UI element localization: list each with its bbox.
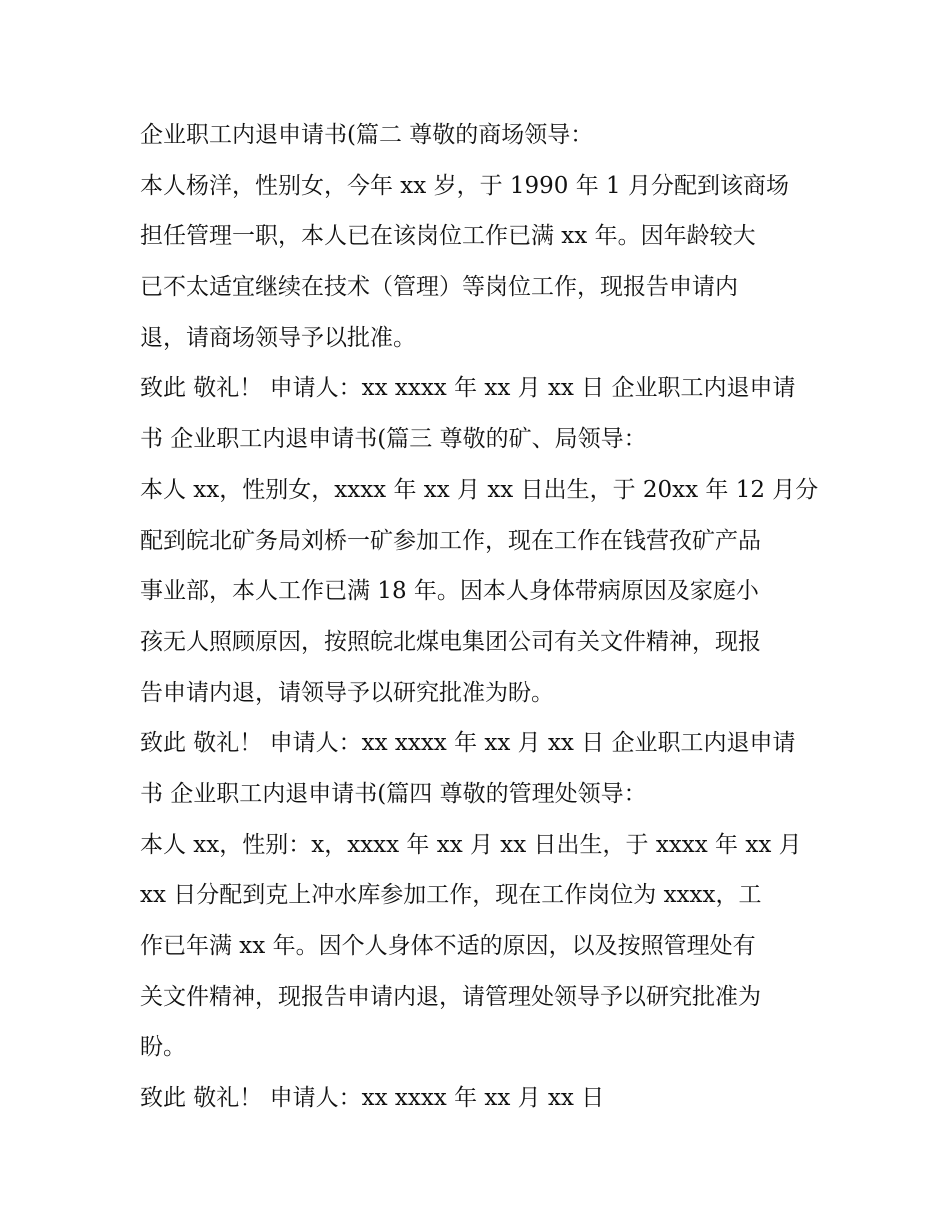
text-line: 关文件精神，现报告申请内退，请管理处领导予以研究批准为 — [140, 983, 761, 1010]
text-line: 致此 敬礼！ 申请人：xx xxxx 年 xx 月 xx 日 企业职工内退申请 — [140, 730, 796, 757]
text-line: 盼。 — [140, 1034, 186, 1061]
text-line: 书 企业职工内退申请书(篇四 尊敬的管理处领导： — [140, 780, 647, 807]
text-line: 书 企业职工内退申请书(篇三 尊敬的矿、局领导： — [140, 426, 647, 453]
text-line: 作已年满 xx 年。因个人身体不适的原因，以及按照管理处有 — [140, 933, 756, 959]
text-line: 本人 xx，性别：x，xxxx 年 xx 月 xx 日出生，于 xxxx 年 xx 月 — [140, 831, 802, 858]
text-line: 告申请内退，请领导予以研究批准为盼。 — [140, 679, 554, 706]
text-line: 配到皖北矿务局刘桥一矿参加工作，现在工作在钱营孜矿产品 — [140, 527, 761, 554]
text-line: 担任管理一职，本人已在该岗位工作已满 xx 年。因年龄较大 — [140, 223, 756, 250]
text-line: 本人 xx，性别女，xxxx 年 xx 月 xx 日出生，于 20xx 年 12 月分 — [140, 476, 819, 503]
text-line: 致此 敬礼！ 申请人：xx xxxx 年 xx 月 xx 日 企业职工内退申请 — [140, 375, 796, 402]
text-line: 企业职工内退申请书(篇二 尊敬的商场领导： — [140, 122, 594, 148]
text-line: 已不太适宜继续在技术（管理）等岗位工作，现报告申请内 — [140, 274, 738, 301]
text-line: 本人杨洋，性别女，今年 xx 岁，于 1990 年 1 月分配到该商场 — [140, 172, 789, 199]
document-body — [140, 110, 820, 1124]
text-line: 孩无人照顾原因，按照皖北煤电集团公司有关文件精神，现报 — [140, 628, 761, 655]
text-line: xx 日分配到克上冲水库参加工作，现在工作岗位为 xxxx，工 — [140, 882, 762, 909]
text-line: 退，请商场领导予以批准。 — [140, 324, 416, 351]
text-line: 事业部，本人工作已满 18 年。因本人身体带病原因及家庭小 — [140, 578, 759, 605]
text-line: 致此 敬礼！ 申请人：xx xxxx 年 xx 月 xx 日 — [140, 1085, 605, 1112]
